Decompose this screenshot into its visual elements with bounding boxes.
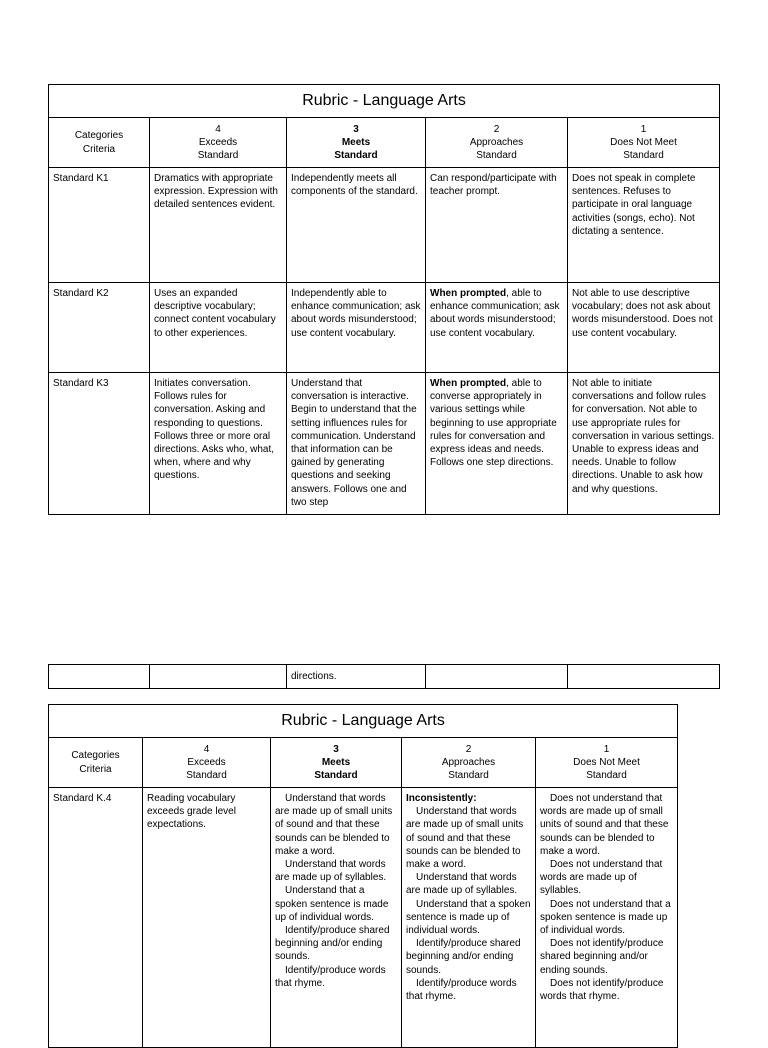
cell-approaches	[402, 788, 536, 1048]
rubric-table-2	[48, 704, 678, 1048]
cell-meets: Independently able to enhance communication; ask about words misunderstood; use content vocabulary.	[287, 283, 426, 373]
row-category: Standard K3	[49, 373, 150, 515]
list-item: Does not understand that words are made up of syllables.	[540, 859, 663, 897]
row-category: Standard K2	[49, 283, 150, 373]
list-item: Understand that words are made up of small units of sound and that these sounds can be blended to make a word.	[275, 793, 393, 857]
cell-exceeds: Uses an expanded descriptive vocabulary; connect content vocabulary to other experiences.	[150, 283, 287, 373]
cell-exceeds: Dramatics with appropriate expression. Expression with detailed sentences evident.	[150, 168, 287, 283]
cell-approaches: Can respond/participate with teacher prompt.	[426, 168, 568, 283]
list-item: Identify/produce shared beginning and/or ending sounds.	[275, 925, 390, 963]
list-item: Understand that a spoken sentence is made up of individual words.	[275, 885, 389, 923]
cell-approaches: When prompted, able to enhance communication; ask about words misunderstood; use content vocabulary.	[426, 283, 568, 373]
table-title: Rubric - Language Arts	[49, 85, 720, 118]
cell-does-not-meet: Does not speak in complete sentences. Refuses to participate in oral language activities (songs, echo). Not dictating a sentence.	[568, 168, 720, 283]
list-item: Understand that words are made up of syllables.	[406, 872, 518, 897]
header-approaches: 2 Approaches Standard	[402, 738, 536, 788]
table-title: Rubric - Language Arts	[49, 705, 678, 738]
cell-exceeds: Initiates conversation. Follows rules for conversation. Asking and responding to questions. Follows three or more oral directions. Asks who, what, when, where and why questions.	[150, 373, 287, 515]
header-does-not-meet: 1 Does Not Meet Standard	[568, 118, 720, 168]
row-category: Standard K1	[49, 168, 150, 283]
cell-meets: Understand that conversation is interactive. Begin to understand that the setting influences rules for communication. Understand that information can be gained by generating questions and seeking answers. Follows one and two step	[287, 373, 426, 515]
list-item: Understand that words are made up of syllables.	[275, 859, 387, 884]
cell-does-not-meet	[536, 788, 678, 1048]
header-exceeds: 4 Exceeds Standard	[150, 118, 287, 168]
header-approaches: 2 Approaches Standard	[426, 118, 568, 168]
cell-meets: directions.	[287, 665, 426, 689]
list-item: Does not identify/produce shared beginning and/or ending sounds.	[540, 938, 664, 976]
list-item: Does not understand that words are made up of small units of sound and that these sounds can be blended to make a word.	[540, 793, 669, 857]
list-item: Does not understand that a spoken sentence is made up of individual words.	[540, 898, 671, 937]
cell-empty	[568, 665, 720, 689]
cell-empty	[426, 665, 568, 689]
cell-meets: Independently meets all components of the standard.	[287, 168, 426, 283]
header-exceeds: 4 Exceeds Standard	[143, 738, 271, 788]
rubric-table-continuation	[48, 664, 720, 689]
cell-empty	[49, 665, 150, 689]
list-item: Identify/produce shared beginning and/or ending sounds.	[406, 938, 521, 976]
cell-does-not-meet: Not able to initiate conversations and follow rules for conversation. Not able to use appropriate rules for conversation in various settings. Unable to express ideas and needs. Unable to follow directions. Unable to ask how and why questions.	[568, 373, 720, 515]
header-categories: Categories Criteria	[49, 118, 150, 168]
rubric-table-1	[48, 84, 720, 515]
list-item: Identify/produce words that rhyme.	[275, 964, 386, 989]
cell-does-not-meet: Not able to use descriptive vocabulary; does not ask about words misunderstood. Does not use content vocabulary.	[568, 283, 720, 373]
table-row	[49, 168, 720, 283]
row-category: Standard K.4	[49, 788, 143, 1048]
list-item: Understand that words are made up of small units of sound and that these sounds can be blended to make a word.	[406, 806, 524, 871]
table-row	[49, 283, 720, 373]
table-row	[49, 665, 720, 689]
table-row	[49, 788, 678, 1048]
table-row	[49, 373, 720, 515]
cell-approaches: When prompted, able to converse appropriately in various settings while beginning to use appropriate rules for conversation and express ideas and needs. Follows one step directions.	[426, 373, 568, 515]
list-item: Does not identify/produce words that rhyme.	[540, 977, 664, 1003]
header-does-not-meet: 1 Does Not Meet Standard	[536, 738, 678, 788]
cell-exceeds: Reading vocabulary exceeds grade level expectations.	[143, 788, 271, 1048]
header-categories: Categories Criteria	[49, 738, 143, 788]
cell-meets	[271, 788, 402, 1048]
list-item: Identify/produce words that rhyme.	[406, 977, 517, 1003]
list-item: Understand that a spoken sentence is made up of individual words.	[406, 898, 531, 937]
cell-empty	[150, 665, 287, 689]
header-meets: 3 Meets Standard	[287, 118, 426, 168]
header-meets: 3 Meets Standard	[271, 738, 402, 788]
lead-text: Inconsistently:	[406, 793, 477, 804]
